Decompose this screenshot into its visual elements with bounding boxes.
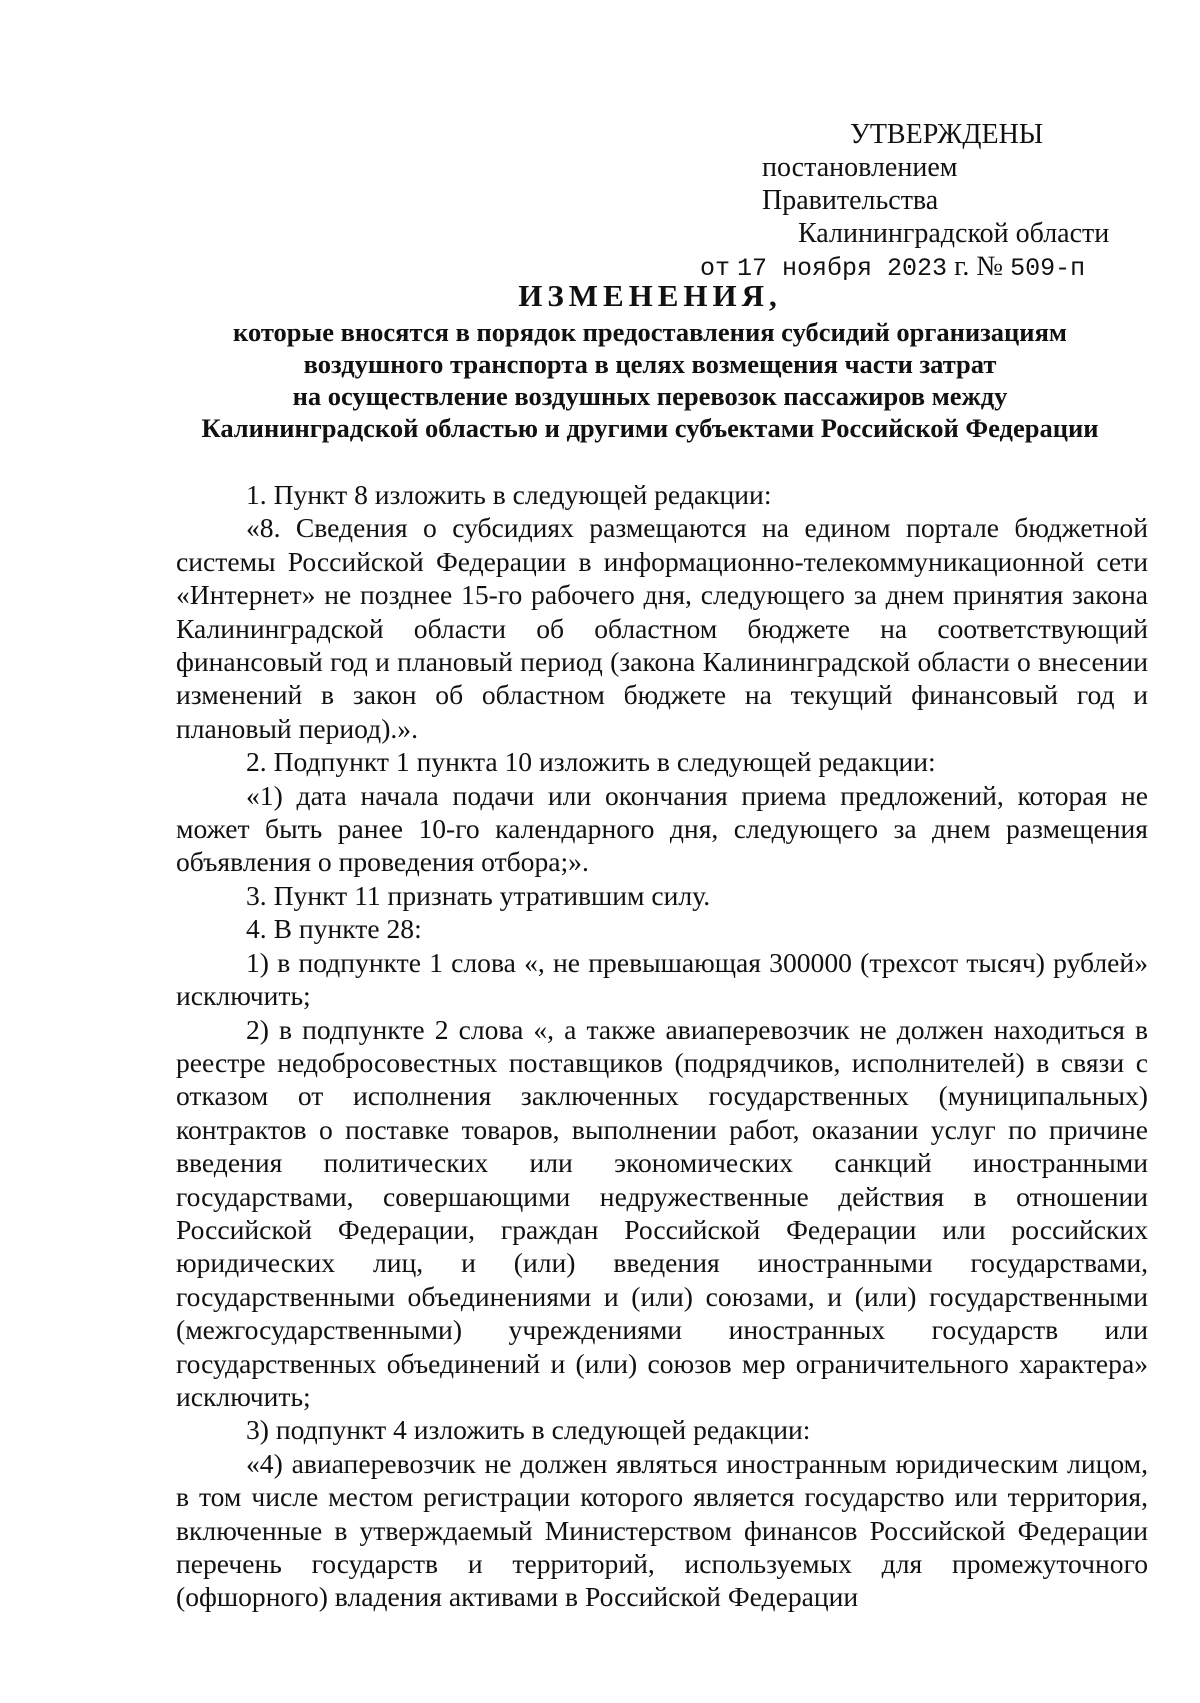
- approval-date: 17 ноября 2023: [737, 254, 948, 283]
- heading-subtitle-line: Калининградской областью и другими субъектами Российской Федерации: [201, 413, 1099, 443]
- paragraph: «8. Сведения о субсидиях размещаются на едином портале бюджетной системы Российской Федерации в информационно-телекоммуникационной сети «Интернет» не позднее 15-го рабочего дня, следующего за днем принятия закона Калининградской области об областном бюджете на соответствующий финансовый год и плановый период (закона Калининградской области о внесении изменений в закон об областном бюджете на текущий финансовый год и плановый период).».: [176, 512, 1148, 744]
- paragraph: 1. Пункт 8 изложить в следующей редакции:: [246, 479, 772, 510]
- approval-title: УТВЕРЖДЕНЫ: [850, 119, 1044, 150]
- approval-year-suffix: г. №: [954, 251, 1004, 282]
- paragraph: 3) подпункт 4 изложить в следующей редакции:: [246, 1414, 811, 1446]
- paragraph: 3. Пункт 11 признать утратившим силу.: [246, 879, 711, 911]
- approval-line-2: Калининградской области: [798, 218, 1110, 249]
- document-heading: [170, 276, 1130, 444]
- approval-line-1: постановлением Правительства: [762, 152, 958, 216]
- heading-subtitle-line: на осуществление воздушных перевозок пассажиров между: [292, 381, 1008, 411]
- paragraph: 2) в подпункте 2 слова «, а также авиаперевозчик не должен находиться в реестре недобросовестных поставщиков (подрядчиков, исполнителей) в связи с отказом от исполнения заключенных государственных (муниципальных) контрактов о поставке товаров, выполнении работ, оказании услуг по причине введения политических или экономических санкций иностранными государствами, совершающими недружественные действия в отношении Российской Федерации, граждан Российской Федерации или российских юридических лиц, и (или) введения иностранными государствами, государственными объединениями и (или) союзами, и (или) государственными (межгосударственными) учреждениями иностранных государств или государственных объединений и (или) союзов мер ограничительного характера» исключить;: [176, 1013, 1148, 1412]
- paragraph: «4) авиаперевозчик не должен являться иностранным юридическим лицом, в том числе местом регистрации которого является государство или территория, включенные в утверждаемый Министерством финансов Российской Федерации перечень государств и территорий, используемых для промежуточного (офшорного) владения активами в Российской Федерации: [176, 1447, 1148, 1613]
- heading-title: ИЗМЕНЕНИЯ,: [518, 278, 782, 313]
- heading-subtitle-line: воздушного транспорта в целях возмещения части затрат: [303, 349, 997, 379]
- approval-date-prefix: от: [700, 254, 731, 283]
- heading-subtitle-line: которые вносятся в порядок предоставления субсидий организациям: [233, 317, 1067, 347]
- approval-block: [700, 118, 1120, 285]
- paragraph: 4. В пункте 28:: [246, 913, 422, 945]
- paragraph: «1) дата начала подачи или окончания приема предложений, которая не может быть ранее 10-го календарного дня, следующего за днем размещения объявления о проведения отбора;».: [176, 779, 1148, 878]
- paragraph: 1) в подпункте 1 слова «, не превышающая 300000 (трехсот тысяч) рублей» исключить;: [176, 946, 1148, 1012]
- paragraph: 2. Подпункт 1 пункта 10 изложить в следующей редакции:: [246, 746, 936, 778]
- approval-number: 509-п: [1010, 254, 1086, 283]
- document-body: [176, 478, 1148, 1614]
